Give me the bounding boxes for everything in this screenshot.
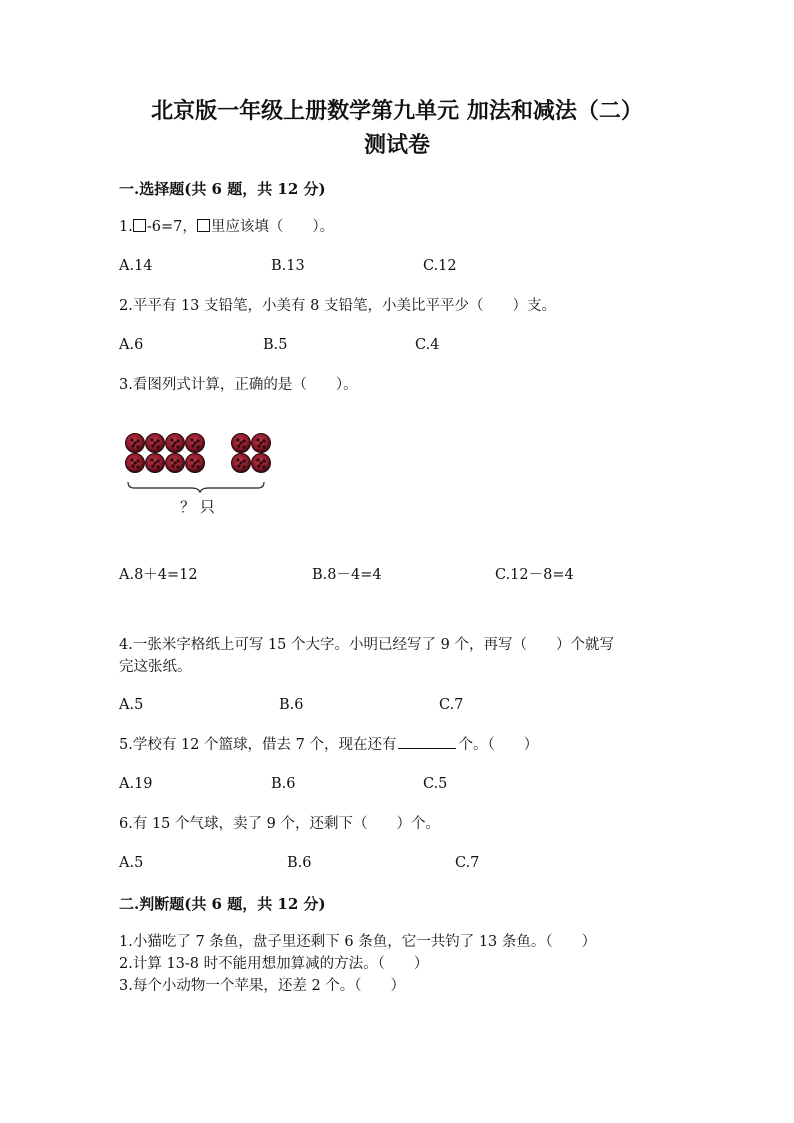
q3-option-b[interactable]: B.8－4=4 — [312, 567, 382, 583]
ladybug-ball — [126, 434, 145, 453]
q1-option-a[interactable]: A.14 — [119, 258, 153, 274]
q4-option-b[interactable]: B.6 — [279, 697, 304, 713]
q1-option-c[interactable]: C.12 — [423, 258, 457, 274]
q3-option-c[interactable]: C.12－8=4 — [495, 567, 574, 583]
ladybug-ball — [252, 434, 271, 453]
ladybug-ball — [232, 454, 251, 473]
ladybug-figure — [122, 430, 282, 496]
q5-option-a[interactable]: A.19 — [119, 776, 153, 792]
section-heading-choice: 一.选择题(共 6 题，共 12 分) — [119, 180, 326, 198]
question-4-line-2: 完这张纸。 — [119, 659, 192, 675]
question-5-text: 5.学校有 12 个篮球，借去 7 个，现在还有 — [119, 737, 397, 753]
section-heading-judgement: 二.判断题(共 6 题，共 12 分) — [119, 895, 326, 913]
ladybug-ball — [252, 454, 271, 473]
q2-option-c[interactable]: C.4 — [415, 337, 440, 353]
question-1-text-2: 里应该填（ ）。 — [210, 219, 335, 235]
figure-label: ？ 只 — [180, 498, 215, 516]
blank-box-icon — [133, 219, 146, 232]
question-1-text: -6=7， — [146, 219, 197, 235]
page-subtitle: 测试卷 — [363, 132, 430, 158]
q3-option-a[interactable]: A.8＋4=12 — [119, 567, 198, 583]
ladybug-ball — [166, 454, 185, 473]
question-1 — [119, 216, 334, 238]
ladybug-ball — [166, 434, 185, 453]
q2-option-a[interactable]: A.6 — [119, 337, 144, 353]
q6-option-b[interactable]: B.6 — [287, 855, 312, 871]
answer-blank-line[interactable] — [398, 734, 456, 749]
ladybug-ball — [232, 434, 251, 453]
ladybug-ball — [146, 454, 165, 473]
q5-option-b[interactable]: B.6 — [271, 776, 296, 792]
question-6: 6.有 15 个气球，卖了 9 个，还剩下（ ）个。 — [119, 816, 440, 832]
judgement-question-1: 1.小猫吃了 7 条鱼，盘子里还剩下 6 条鱼，它一共钓了 13 条鱼。（ ） — [119, 934, 597, 950]
ladybug-ball — [146, 434, 165, 453]
judgement-question-2: 2.计算 13-8 时不能用想加算减的方法。（ ） — [119, 956, 429, 972]
ladybug-ball — [186, 454, 205, 473]
q6-option-c[interactable]: C.7 — [455, 855, 480, 871]
total-brace — [128, 482, 264, 492]
question-5-text-2: 个。（ ） — [458, 737, 539, 753]
q2-option-b[interactable]: B.5 — [263, 337, 288, 353]
q4-option-a[interactable]: A.5 — [119, 697, 144, 713]
question-3: 3.看图列式计算，正确的是（ ）。 — [119, 377, 358, 393]
q1-option-b[interactable]: B.13 — [271, 258, 305, 274]
question-1-number: 1. — [119, 219, 133, 235]
judgement-question-3: 3.每个小动物一个苹果，还差 2 个。（ ） — [119, 978, 406, 994]
ladybug-ball — [126, 454, 145, 473]
q5-option-c[interactable]: C.5 — [423, 776, 448, 792]
q6-option-a[interactable]: A.5 — [119, 855, 144, 871]
ladybug-balls — [126, 434, 271, 473]
blank-box-icon — [197, 219, 210, 232]
q4-option-c[interactable]: C.7 — [439, 697, 464, 713]
page-title: 北京版一年级上册数学第九单元 加法和减法（二） — [151, 98, 643, 124]
ladybug-ball — [186, 434, 205, 453]
question-4-line-1: 4.一张米字格纸上可写 15 个大字。小明已经写了 9 个，再写（ ）个就写 — [119, 637, 614, 653]
question-5 — [119, 734, 538, 756]
question-2: 2.平平有 13 支铅笔，小美有 8 支铅笔，小美比平平少（ ）支。 — [119, 298, 556, 314]
